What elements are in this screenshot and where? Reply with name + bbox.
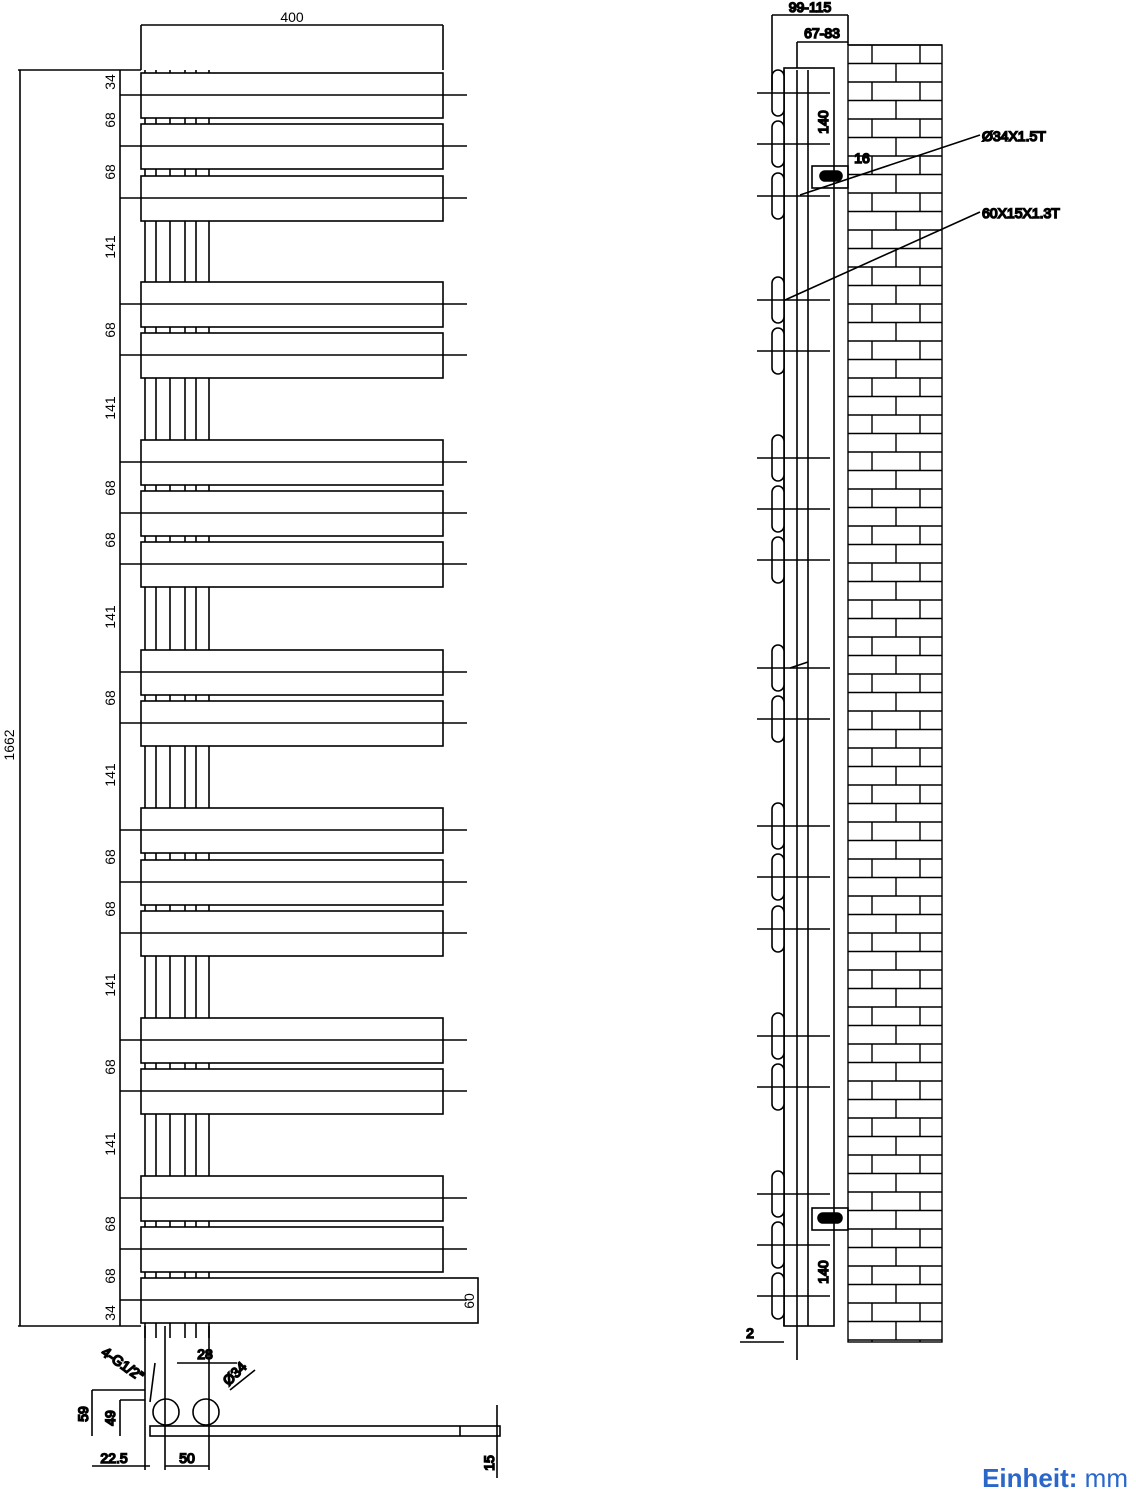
spacing-label: 68 xyxy=(102,532,118,548)
spacing-label: 141 xyxy=(102,763,118,787)
small-leader xyxy=(790,662,808,668)
height-label: 1662 xyxy=(1,729,17,761)
width-label: 400 xyxy=(280,9,304,25)
spacing-label: 68 xyxy=(102,849,118,865)
spacing-label: 68 xyxy=(102,1059,118,1075)
spacing-label: 68 xyxy=(102,690,118,706)
spacing-label: 68 xyxy=(102,112,118,128)
bar-leader xyxy=(785,212,980,300)
bottom-bracket-screw xyxy=(818,1213,842,1223)
mounting-plate xyxy=(150,1426,500,1436)
depth-inner-label: 49 xyxy=(102,1410,118,1426)
pipe-diameter-label: Ø34 xyxy=(219,1358,250,1389)
top-bracket-label: 140 xyxy=(815,110,831,134)
top-bracket-screw xyxy=(820,171,842,181)
thread-label: 4-G1/2" xyxy=(98,1343,148,1385)
pipe-spec-label: Ø34X1.5T xyxy=(982,128,1046,144)
thread-leader xyxy=(150,1363,155,1402)
unit-key: Einheit: xyxy=(982,1463,1078,1493)
center-label: 50 xyxy=(179,1450,195,1466)
end-label: 60 xyxy=(461,1293,477,1309)
wall-gap-label: 67-83 xyxy=(804,25,840,41)
floor-label: 2 xyxy=(746,1325,754,1341)
spacing-label: 68 xyxy=(102,480,118,496)
front-view xyxy=(18,25,478,1338)
spacing-label: 68 xyxy=(102,322,118,338)
bottom-view xyxy=(75,1326,500,1478)
unit-value: mm xyxy=(1084,1463,1128,1493)
bar-spec-label: 60X15X1.3T xyxy=(982,205,1060,221)
unit-label xyxy=(982,1463,1128,1494)
spacing-label: 141 xyxy=(102,605,118,629)
depth-outer-label: 59 xyxy=(75,1406,91,1422)
spacing-label: 141 xyxy=(102,973,118,997)
wall-outline xyxy=(848,45,942,1342)
spacing-label: 68 xyxy=(102,901,118,917)
spacing-label: 68 xyxy=(102,164,118,180)
thickness-label: 15 xyxy=(481,1455,497,1471)
spacing-label: 34 xyxy=(102,1305,118,1321)
brick-wall xyxy=(848,45,942,1342)
bottom-bracket-label: 140 xyxy=(815,1260,831,1284)
side-frame xyxy=(784,68,834,1326)
spacing-label: 141 xyxy=(102,396,118,420)
side-view xyxy=(740,0,1060,1360)
pipe-spacing-label: 28 xyxy=(197,1346,213,1362)
spacing-label: 34 xyxy=(102,74,118,90)
spacing-label: 141 xyxy=(102,235,118,259)
pipe-circle-2 xyxy=(193,1399,219,1425)
spacing-label: 68 xyxy=(102,1268,118,1284)
pipe-circle-1 xyxy=(153,1399,179,1425)
total-depth-label: 99-115 xyxy=(788,0,832,15)
spacing-label: 68 xyxy=(102,1216,118,1232)
spacing-label: 141 xyxy=(102,1132,118,1156)
offset-label: 22.5 xyxy=(100,1450,128,1466)
bracket-label: 16 xyxy=(854,150,870,166)
